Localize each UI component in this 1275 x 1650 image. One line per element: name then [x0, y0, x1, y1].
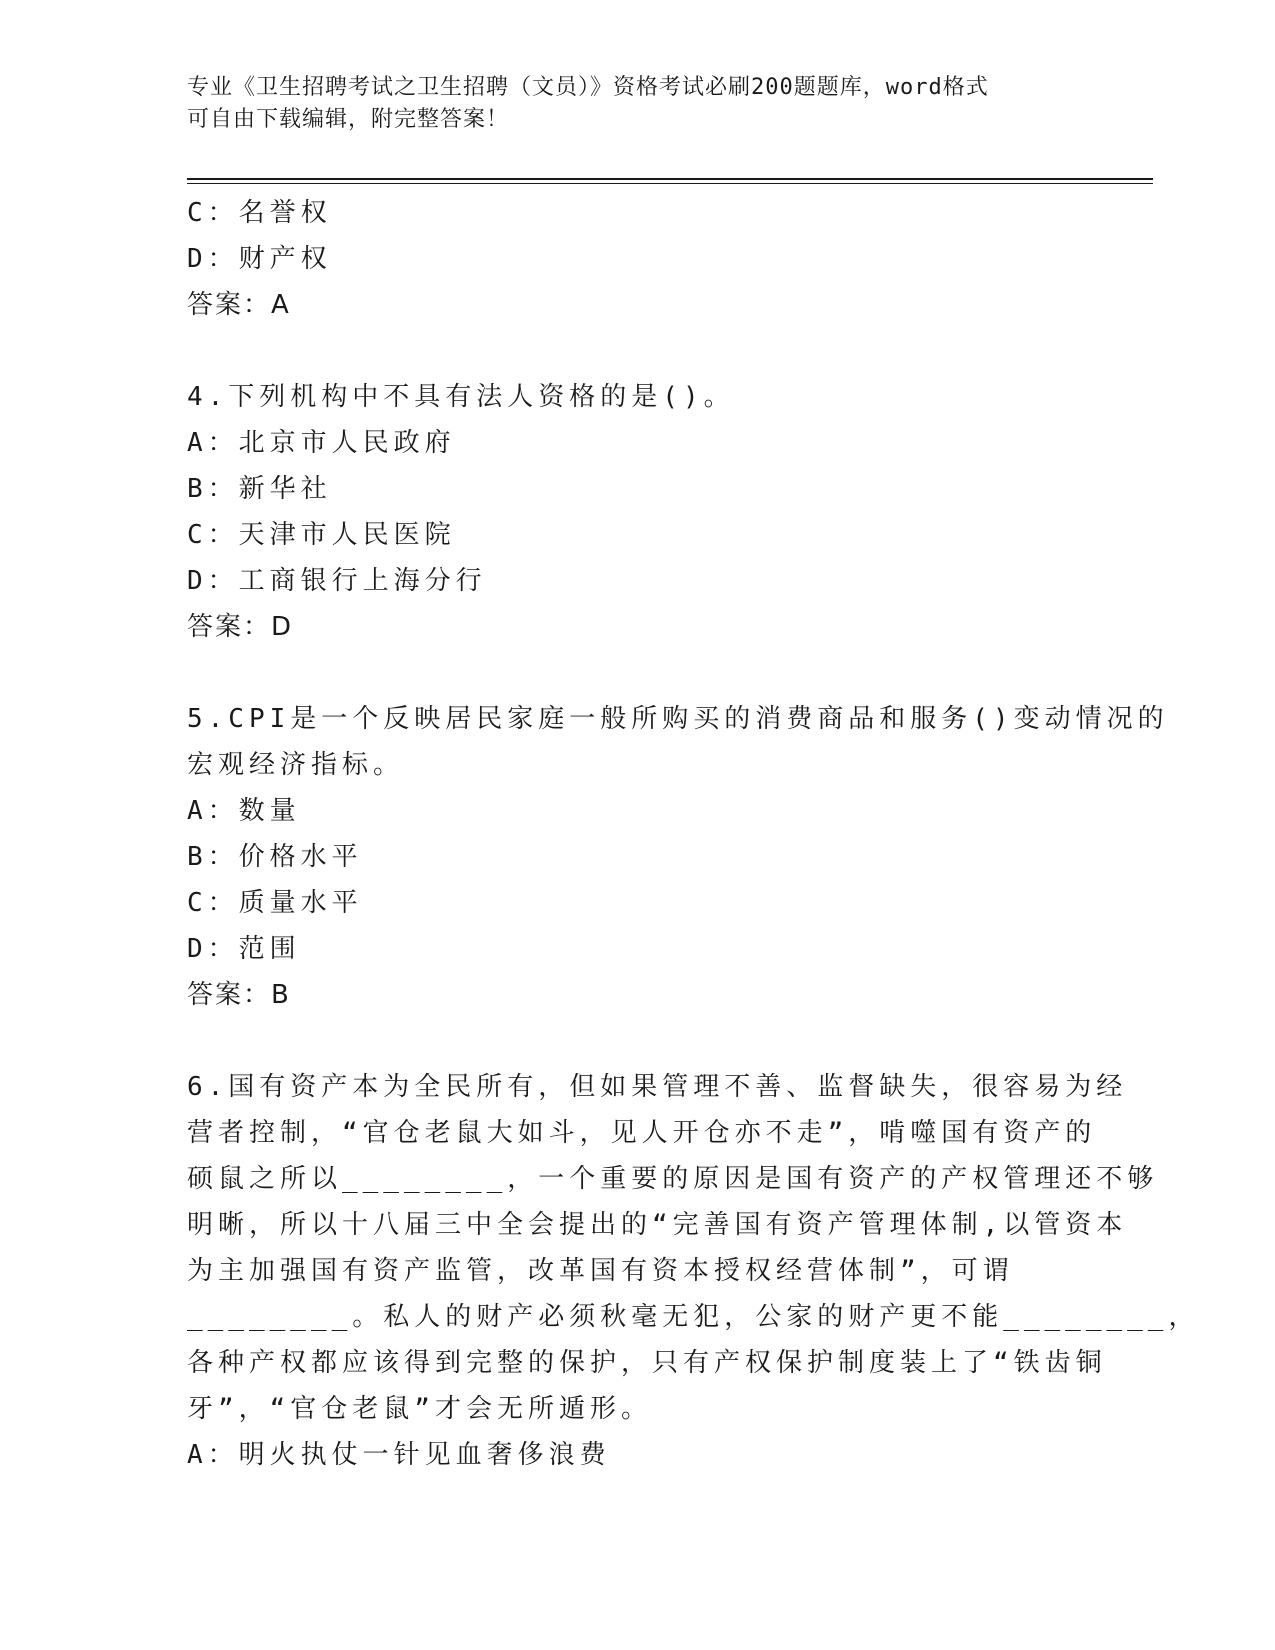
q3-option-c: C：名誉权	[187, 198, 332, 228]
q5-option-a: A：数量	[187, 796, 301, 826]
q4-option-d: D：工商银行上海分行	[187, 566, 487, 596]
question-content	[187, 190, 1200, 1478]
q5-option-b: B：价格水平	[187, 842, 363, 872]
q3-option-d: D：财产权	[187, 244, 332, 274]
q5-option-c: C：质量水平	[187, 888, 363, 918]
q4-option-c: C：天津市人民医院	[187, 520, 456, 550]
header-line-2: 可自由下载编辑，附完整答案！	[187, 107, 510, 132]
q6-stem-line: ________。私人的财产必须秋毫无犯，公家的财产更不能________，	[187, 1302, 1200, 1332]
q6-stem-line: 各种产权都应该得到完整的保护，只有产权保护制度装上了“铁齿铜	[187, 1348, 1107, 1378]
q4-stem: 4.下列机构中不具有法人资格的是()。	[187, 382, 735, 412]
q6-stem-line: 牙”，“官仓老鼠”才会无所遁形。	[187, 1394, 652, 1424]
q6-stem-line: 为主加强国有资产监管，改革国有资本授权经营体制”，可谓	[187, 1256, 1014, 1286]
q5-stem-line-1: 5.CPI是一个反映居民家庭一般所购买的消费商品和服务()变动情况的	[187, 704, 1169, 734]
q6-stem-line: 6.国有资产本为全民所有，但如果管理不善、监督缺失，很容易为经	[187, 1072, 1128, 1102]
q4-answer: 答案：D	[187, 612, 294, 642]
q5-stem-line-2: 宏观经济指标。	[187, 750, 405, 780]
question-6	[187, 1064, 1200, 1478]
question-3	[187, 190, 1087, 328]
spacer	[187, 1018, 1087, 1064]
q6-stem-line: 硕鼠之所以________，一个重要的原因是国有资产的产权管理还不够	[187, 1164, 1159, 1194]
header-line-1: 专业《卫生招聘考试之卫生招聘（文员）》资格考试必刷200题题库，word格式	[187, 75, 989, 100]
q6-stem-line: 营者控制，“官仓老鼠大如斗，见人开仓亦不走”，啃噬国有资产的	[187, 1118, 1097, 1148]
q4-option-a: A：北京市人民政府	[187, 428, 456, 458]
q4-option-b: B：新华社	[187, 474, 332, 504]
q5-option-d: D：范围	[187, 934, 301, 964]
header-rule-thin	[187, 183, 1153, 184]
q5-answer: 答案：B	[187, 980, 291, 1010]
spacer	[187, 328, 1087, 374]
q6-stem-line: 明晰，所以十八届三中全会提出的“完善国有资产管理体制,以管资本	[187, 1210, 1128, 1240]
header-rule-thick	[187, 178, 1153, 180]
q3-answer: 答案：A	[187, 290, 291, 320]
q6-option-a: A：明火执仗一针见血奢侈浪费	[187, 1440, 611, 1470]
spacer	[187, 650, 1087, 696]
question-4	[187, 374, 1087, 650]
document-header	[187, 72, 1067, 136]
question-5	[187, 696, 1169, 1018]
